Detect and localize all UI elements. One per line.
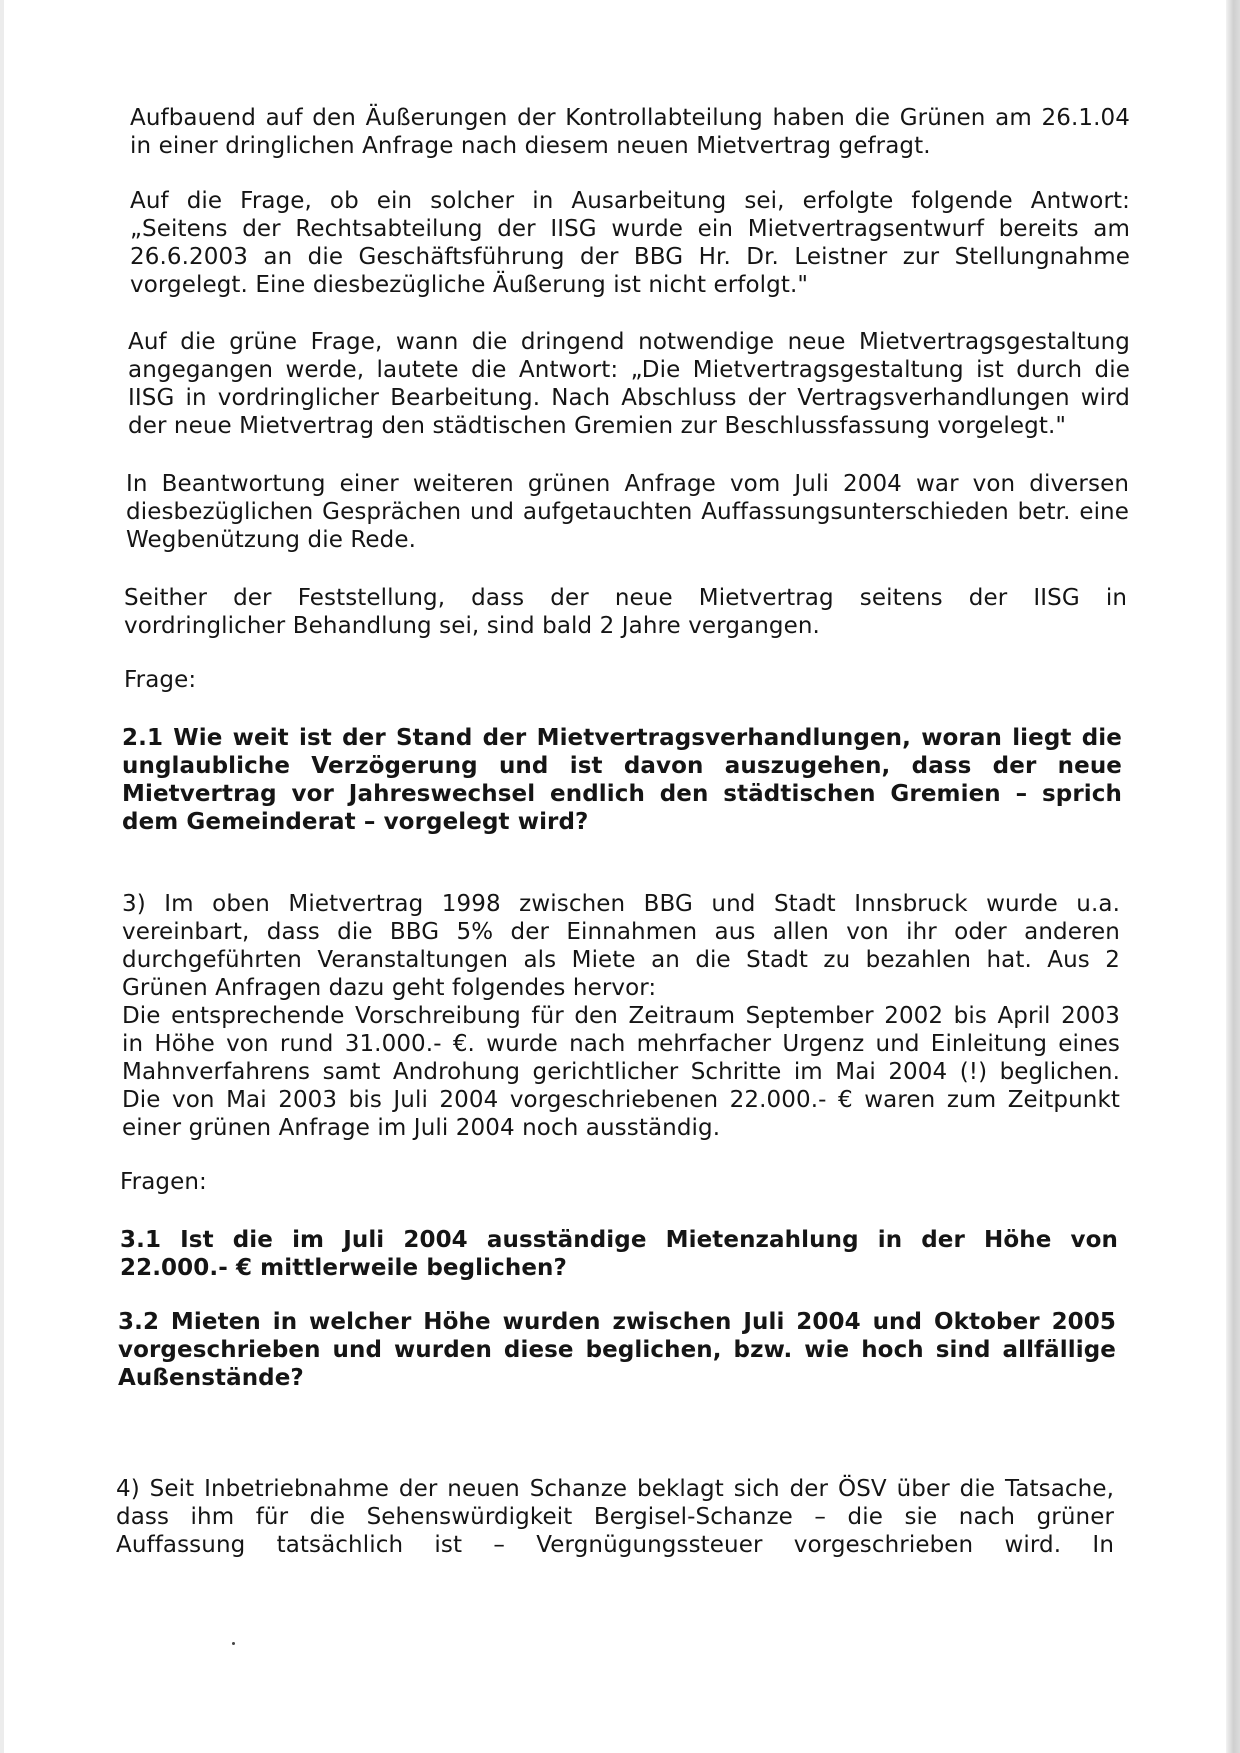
text-line: vereinbart, dass die BBG 5% der Einnahmen aus allen von ihr oder anderen: [122, 919, 1120, 945]
text-line: diesbezüglichen Gesprächen und aufgetauchten Auffassungsunterschieden betr. eine: [126, 499, 1129, 525]
text-line: Auffassung tatsächlich ist – Vergnügungssteuer vorgeschrieben wird. In: [116, 1532, 1114, 1558]
text-line: in Höhe von rund 31.000.- €. wurde nach mehrfacher Urgenz und Einleitung eines: [122, 1031, 1120, 1057]
questions-heading: [120, 1168, 420, 1196]
text-line: 3) Im oben Mietvertrag 1998 zwischen BBG und Stadt Innsbruck wurde u.a.: [122, 891, 1120, 917]
text-line: Die von Mai 2003 bis Juli 2004 vorgeschriebenen 22.000.- € waren zum Zeitpunkt: [122, 1087, 1120, 1113]
paragraph-2: [130, 187, 1130, 299]
text-line: Mietvertrag vor Jahreswechsel endlich den städtischen Gremien – sprich: [122, 781, 1122, 807]
paragraph-section-4: [116, 1475, 1114, 1559]
question-heading: [124, 666, 424, 694]
question-3-2: [118, 1308, 1116, 1392]
text-line: 4) Seit Inbetriebnahme der neuen Schanze beklagt sich der ÖSV über die Tatsache,: [116, 1476, 1114, 1502]
question-2-1: [122, 724, 1122, 836]
text-line: Wegbenützung die Rede.: [126, 527, 417, 553]
text-line: Grünen Anfragen dazu geht folgendes hervor:: [122, 975, 657, 1001]
paragraph-5: [124, 584, 1127, 640]
text-line: vorgelegt. Eine diesbezügliche Äußerung ist nicht erfolgt.": [130, 272, 809, 298]
text-line: unglaubliche Verzögerung und ist davon auszugehen, dass der neue: [122, 753, 1122, 779]
text-line: 26.6.2003 an die Geschäftsführung der BBG Hr. Dr. Leistner zur Stellungnahme: [130, 244, 1130, 270]
text-line: IISG in vordringlicher Bearbeitung. Nach Abschluss der Vertragsverhandlungen wird: [128, 385, 1130, 411]
text-line: 3.2 Mieten in welcher Höhe wurden zwischen Juli 2004 und Oktober 2005: [118, 1309, 1116, 1335]
text-line: angegangen werde, lautete die Antwort: „Die Mietvertragsgestaltung ist durch die: [128, 357, 1130, 383]
question-3-1: [120, 1226, 1118, 1282]
text-line: Seither der Feststellung, dass der neue Mietvertrag seitens der IISG in: [124, 585, 1127, 611]
text-line: In Beantwortung einer weiteren grünen Anfrage vom Juli 2004 war von diversen: [126, 471, 1129, 497]
text-line: Auf die Frage, ob ein solcher in Ausarbeitung sei, erfolgte folgende Antwort:: [130, 188, 1130, 214]
text-line: der neue Mietvertrag den städtischen Gremien zur Beschlussfassung vorgelegt.": [128, 413, 1067, 439]
text-line: einer grünen Anfrage im Juli 2004 noch ausständig.: [122, 1115, 721, 1141]
text-line: vorgeschrieben und wurden diese beglichen, bzw. wie hoch sind allfällige: [118, 1337, 1116, 1363]
text-line: Mahnverfahrens samt Androhung gerichtlicher Schritte im Mai 2004 (!) beglichen.: [122, 1059, 1120, 1085]
paragraph-3: [128, 328, 1130, 440]
text-line: 22.000.- € mittlerweile beglichen?: [120, 1255, 567, 1281]
text-line: Auf die grüne Frage, wann die dringend notwendige neue Mietvertragsgestaltung: [128, 329, 1130, 355]
text-line: in einer dringlichen Anfrage nach diesem neuen Mietvertrag gefragt.: [130, 133, 931, 159]
scan-speck: [232, 1642, 235, 1645]
scan-left-edge: [0, 0, 4, 1753]
text-line: durchgeführten Veranstaltungen als Miete an die Stadt zu bezahlen hat. Aus 2: [122, 947, 1120, 973]
text-line: „Seitens der Rechtsabteilung der IISG wurde ein Mietvertragsentwurf bereits am: [130, 216, 1130, 242]
scan-right-edge: [1226, 0, 1240, 1753]
text-line: vordringlicher Behandlung sei, sind bald 2 Jahre vergangen.: [124, 613, 820, 639]
text-line: Frage:: [124, 667, 197, 693]
text-line: dass ihm für die Sehenswürdigkeit Bergisel-Schanze – die sie nach grüner: [116, 1504, 1114, 1530]
text-line: 3.1 Ist die im Juli 2004 ausständige Mietenzahlung in der Höhe von: [120, 1227, 1118, 1253]
text-line: dem Gemeinderat – vorgelegt wird?: [122, 809, 589, 835]
text-line: Aufbauend auf den Äußerungen der Kontrollabteilung haben die Grünen am 26.1.04: [130, 105, 1130, 131]
paragraph-section-3: [122, 890, 1120, 1142]
text-line: Die entsprechende Vorschreibung für den Zeitraum September 2002 bis April 2003: [122, 1003, 1120, 1029]
text-line: Außenstände?: [118, 1365, 304, 1391]
text-line: 2.1 Wie weit ist der Stand der Mietvertragsverhandlungen, woran liegt die: [122, 725, 1122, 751]
paragraph-4: [126, 470, 1129, 554]
paragraph-1: [130, 104, 1130, 160]
text-line: Fragen:: [120, 1169, 207, 1195]
